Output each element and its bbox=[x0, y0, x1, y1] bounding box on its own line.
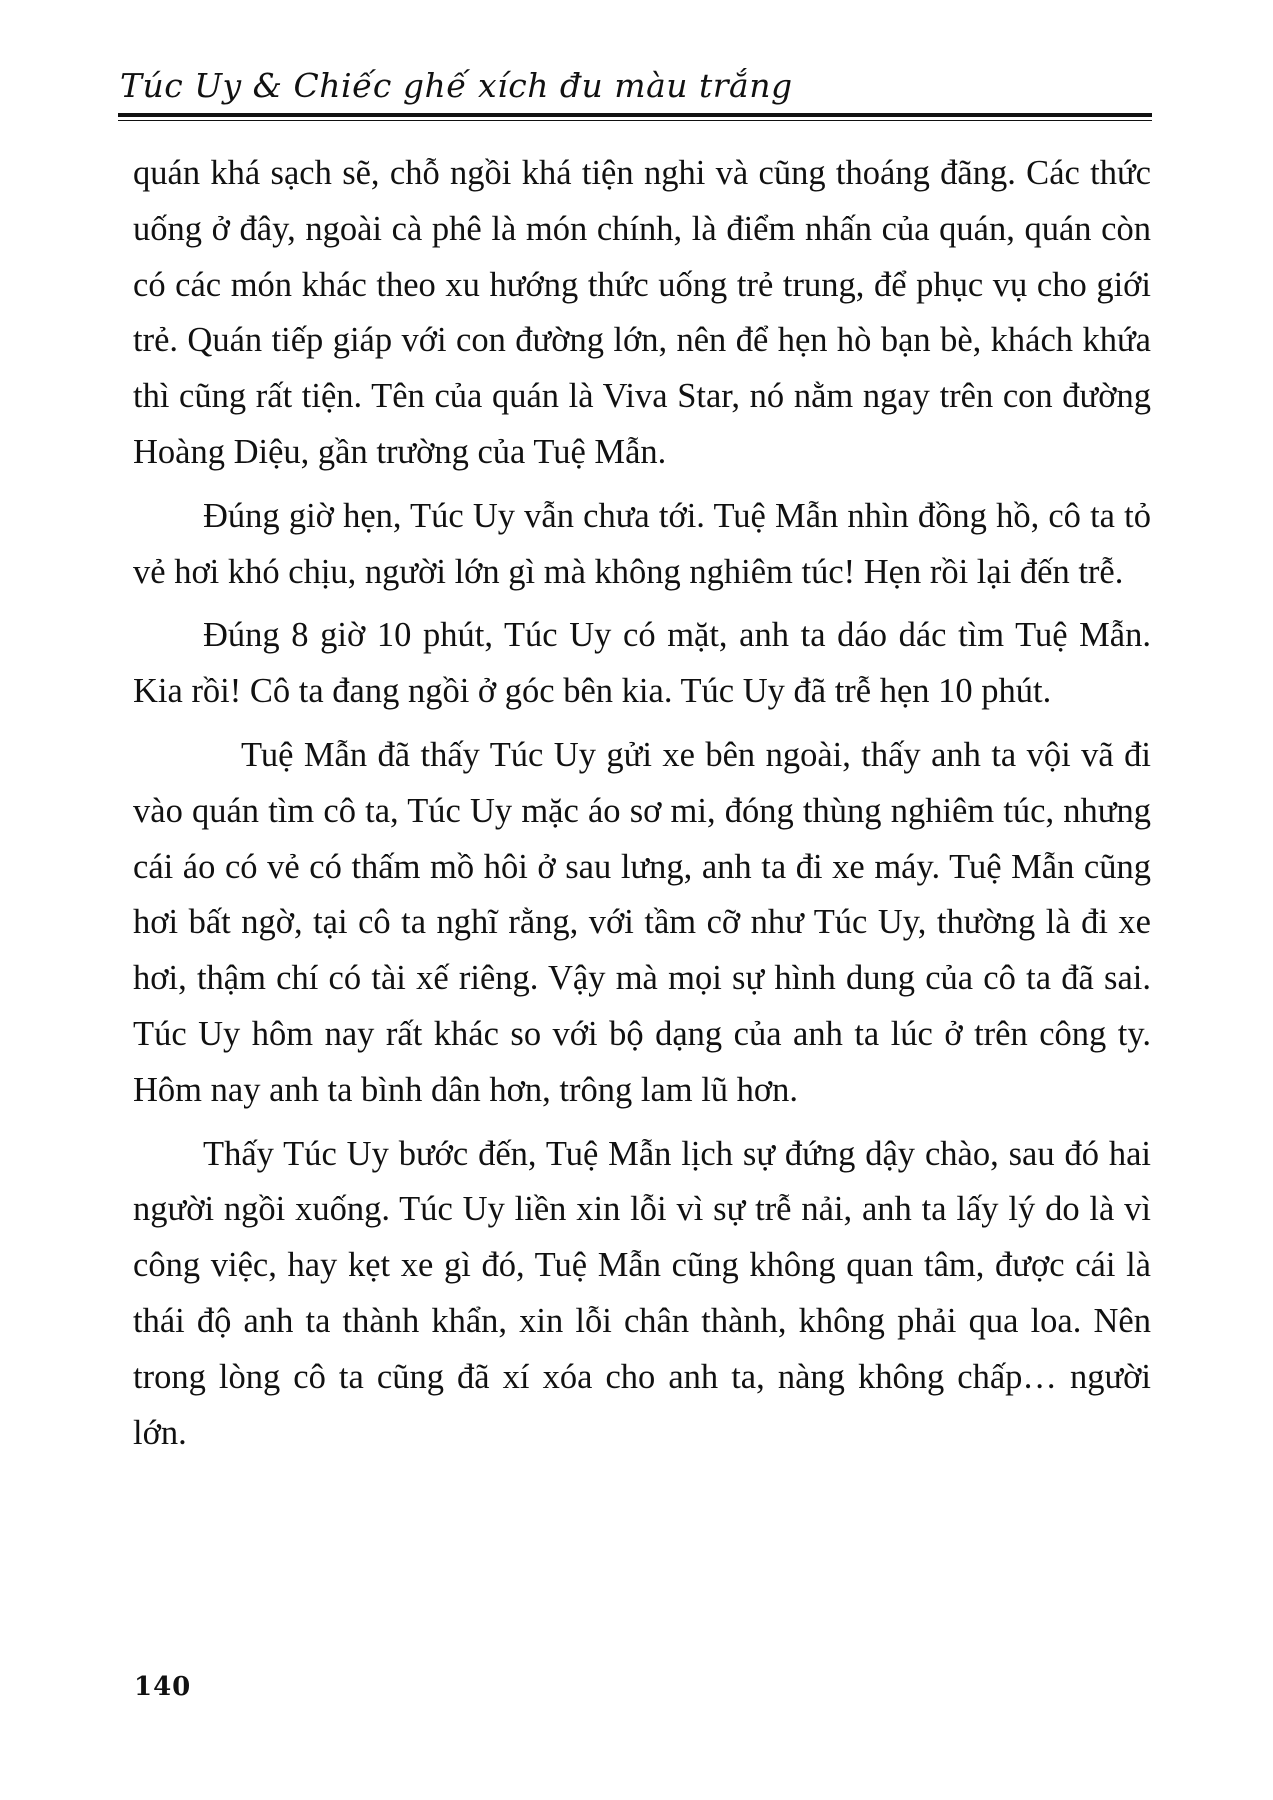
header-rule-thick bbox=[118, 113, 1152, 117]
header-rule-thin bbox=[118, 120, 1152, 121]
paragraph: quán khá sạch sẽ, chỗ ngồi khá tiện nghi và cũng thoáng đãng. Các thức uống ở đây, ngoài cà phê là món chính, là điểm nhấn của quán, quán còn có các món khác theo xu hướng thức uống trẻ trung, để phục vụ cho giới trẻ. Quán tiếp giáp với con đường lớn, nên để hẹn hò bạn bè, khách khứa thì cũng rất tiện. Tên của quán là Viva Star, nó nằm ngay trên con đường Hoàng Diệu, gần trường của Tuệ Mẫn. bbox=[133, 154, 1151, 471]
paragraph: Đúng 8 giờ 10 phút, Túc Uy có mặt, anh ta dáo dác tìm Tuệ Mẫn. Kia rồi! Cô ta đang ngồi ở góc bên kia. Túc Uy đã trễ hẹn 10 phút. bbox=[133, 616, 1151, 711]
paragraph: Thấy Túc Uy bước đến, Tuệ Mẫn lịch sự đứng dậy chào, sau đó hai người ngồi xuống. Túc Uy liền xin lỗi vì sự trễ nải, anh ta lấy lý do là vì công việc, hay kẹt xe gì đó, Tuệ Mẫn cũng không quan tâm, được cái là thái độ anh ta thành khẩn, xin lỗi chân thành, không phải qua loa. Nên trong lòng cô ta cũng đã xí xóa cho anh ta, nàng không chấp… người lớn. bbox=[133, 1134, 1151, 1452]
page-number: 140 bbox=[134, 1672, 192, 1702]
paragraph: Đúng giờ hẹn, Túc Uy vẫn chưa tới. Tuệ Mẫn nhìn đồng hồ, cô ta tỏ vẻ hơi khó chịu, người lớn gì mà không nghiêm túc! Hẹn rồi lại đến trễ. bbox=[133, 496, 1151, 591]
running-header-title: Túc Uy & Chiếc ghế xích đu màu trắng bbox=[120, 66, 793, 105]
page-body bbox=[133, 146, 1151, 1469]
paragraph: Tuệ Mẫn đã thấy Túc Uy gửi xe bên ngoài, thấy anh ta vội vã đi vào quán tìm cô ta, Túc Uy mặc áo sơ mi, đóng thùng nghiêm túc, nhưng cái áo có vẻ có thấm mồ hôi ở sau lưng, anh ta đi xe máy. Tuệ Mẫn cũng hơi bất ngờ, tại cô ta nghĩ rằng, với tầm cỡ như Túc Uy, thường là đi xe hơi, thậm chí có tài xế riêng. Vậy mà mọi sự hình dung của cô ta đã sai. Túc Uy hôm nay rất khác so với bộ dạng của anh ta lúc ở trên công ty. Hôm nay anh ta bình dân hơn, trông lam lũ hơn. bbox=[133, 735, 1151, 1109]
